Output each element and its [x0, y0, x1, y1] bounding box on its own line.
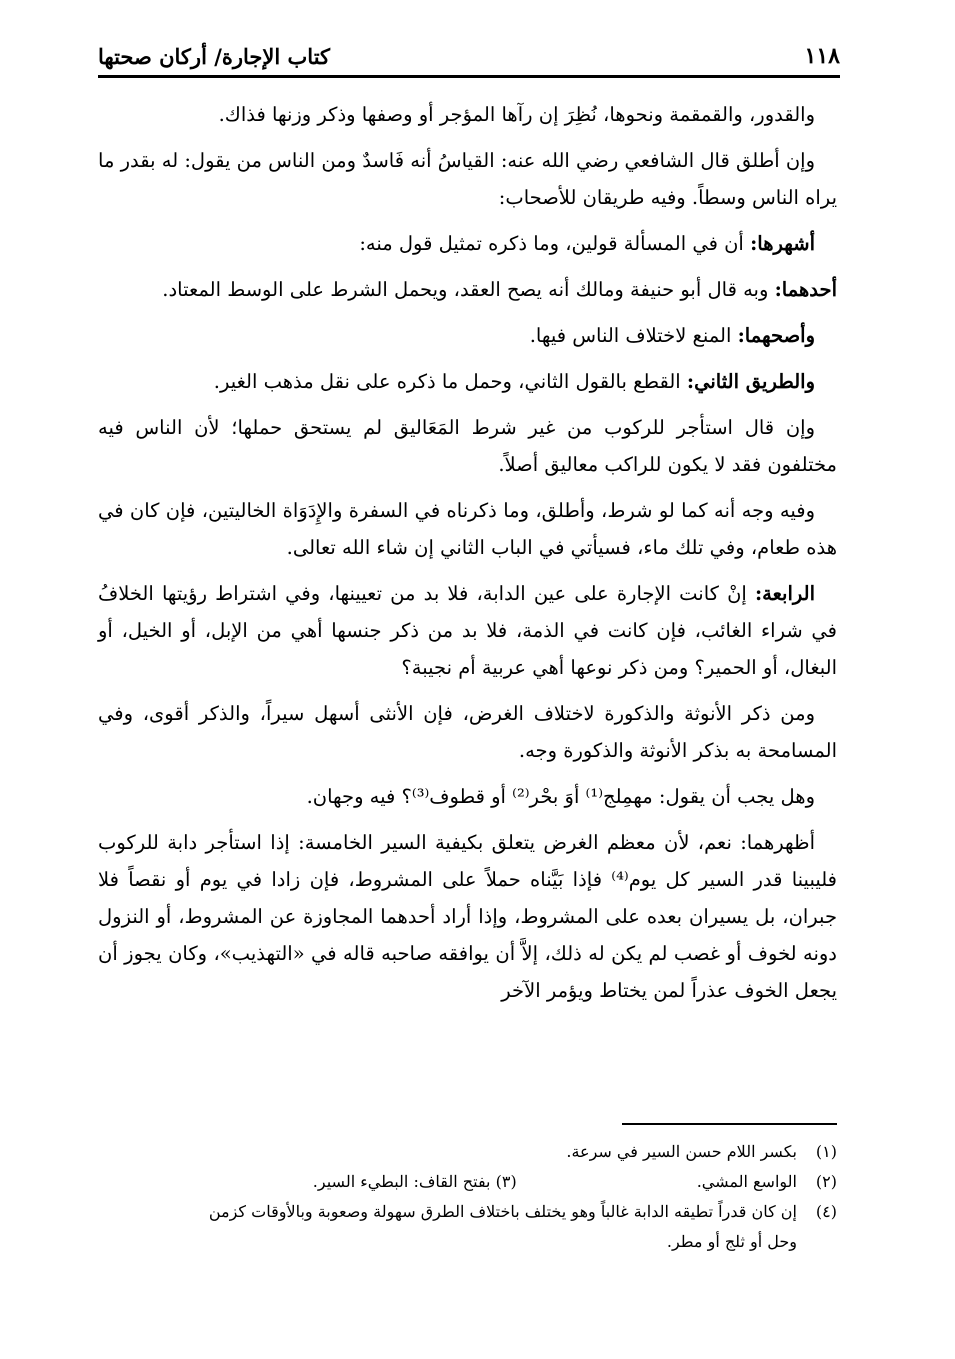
footnote-continuation: وحل أو ثلج أو مطر.: [666, 1232, 797, 1251]
paragraph-lead: وأصحهما:: [737, 324, 815, 347]
paragraph: الرابعة: إنْ كانت الإجارة على عين الدابة، فلا بد من تعيينها، وفي اشتراط رؤيتها الخلافُ في شراء الغائب، فإن كانت في الذمة، فلا بد من ذكر جنسها أهي من الإبل، أو الخيل، أو البغال، أو الحمير؟ ومن ذكر نوعها أهي عربية أم نجيبة؟: [98, 582, 837, 679]
paragraph: وأصحهما: المنع لاختلاف الناس فيها.: [529, 324, 815, 347]
paragraph: ومن ذكر الأنوثة والذكورة لاختلاف الغرض، فإن الأنثى أسهل سيراً، والذكر أقوى، وفي المسامحة به بذكر الأنوثة والذكورة وجه.: [98, 702, 837, 762]
footnote-row: [98, 1167, 837, 1197]
paragraph: أحدهما: وبه قال أبو حنيفة ومالك أنه يصح العقد، ويحمل الشرط على الوسط المعتاد.: [162, 278, 837, 301]
page-number: ١١٨: [804, 43, 840, 69]
paragraph: أشهرها: أن في المسألة قولين، وما ذكره تمثيل قول منه:: [359, 232, 815, 255]
footnote-text: بكسر اللام حسن السير في سرعة.: [566, 1142, 797, 1161]
paragraph-lead: والطريق الثاني:: [686, 370, 815, 393]
footnote-4: [98, 1197, 837, 1227]
footnote-2: [697, 1167, 837, 1197]
paragraph: وإن أطلق قال الشافعي رضي الله عنه: القياسُ أنه فَاسدٌ ومن الناس من يقول: له بقدر ما يراه الناس وسطاً. وفيه طريقان للأصحاب:: [98, 149, 837, 209]
footnote-number: (٣): [495, 1172, 517, 1191]
paragraph: وإن قال استأجر للركوب من غير شرط المَعَاليق لم يستحق حملها؛ لأن الناس فيه مختلفون فقد لا يكون للراكب معاليق أصلاً.: [98, 416, 837, 476]
paragraph-lead: أحدهما:: [774, 278, 837, 301]
footnote-1: [98, 1137, 837, 1167]
footnote-number: (٤): [815, 1202, 837, 1221]
paragraph: والقدور، والقمقمة ونحوها، نُظِرَ إن رآها المؤجر أو وصفها وذكر وزنها فذاك.: [218, 103, 815, 126]
paragraph: أظهرهما: نعم، لأن معظم الغرض يتعلق بكيفية السير الخامسة: إذا استأجر دابة للركوب فليبينا قدر السير كل يوم⁽⁴⁾ فإذا بَيَّناه حملاً على المشروط، فإن زادا في يوم أو نقصاً فلا جبران، بل يسيران بعده على المشروط، وإذا أراد أحدهما المجاوزة عن المشروط، أو النزول دونه لخوف أو غصب لم يكن له ذلك، إلاَّ أن يوافقه صاحبه قاله في «التهذيب»، وكان يجوز أن يجعل الخوف عذراً لمن يختاط ويؤمر الآخر: [98, 831, 837, 1002]
footnote-text: إن كان قدراً تطيقه الدابة غالباً وهو يختلف باختلاف الطرق سهولة وصعوبة وبالأوقات كزمن: [208, 1202, 797, 1221]
footnote-3: [313, 1167, 517, 1197]
footnote-number: (٢): [815, 1172, 837, 1191]
paragraph-lead: أشهرها:: [750, 232, 815, 255]
running-title: كتاب الإجارة/ أركان صحتها: [98, 44, 331, 69]
footnote-number: (١): [815, 1142, 837, 1161]
footnote-separator: [622, 1123, 837, 1125]
footnotes: [98, 1137, 837, 1257]
main-text: [98, 96, 837, 1018]
paragraph: والطريق الثاني: القطع بالقول الثاني، وحمل ما ذكره على نقل مذهب الغير.: [213, 370, 815, 393]
footnote-text: الواسع المشي.: [696, 1172, 797, 1191]
paragraph: وهل يجب أن يقول: مهمِلج⁽¹⁾ أوَ بحْر⁽²⁾ أو قطوف⁽³⁾؟ فيه وجهان.: [306, 785, 815, 808]
footnote-text: بفتح القاف: البطيء السير.: [312, 1172, 491, 1191]
page-header: [98, 38, 840, 78]
paragraph: وفيه وجه أنه كما لو شرط، وأطلق، وما ذكرناه في السفرة والإِدَوَاة الخاليتين، فإن كان في هذه طعام، وفي تلك ماء، فسيأتي في الباب الثاني إن شاء الله تعالى.: [98, 499, 837, 559]
paragraph-lead: الرابعة:: [754, 582, 815, 605]
